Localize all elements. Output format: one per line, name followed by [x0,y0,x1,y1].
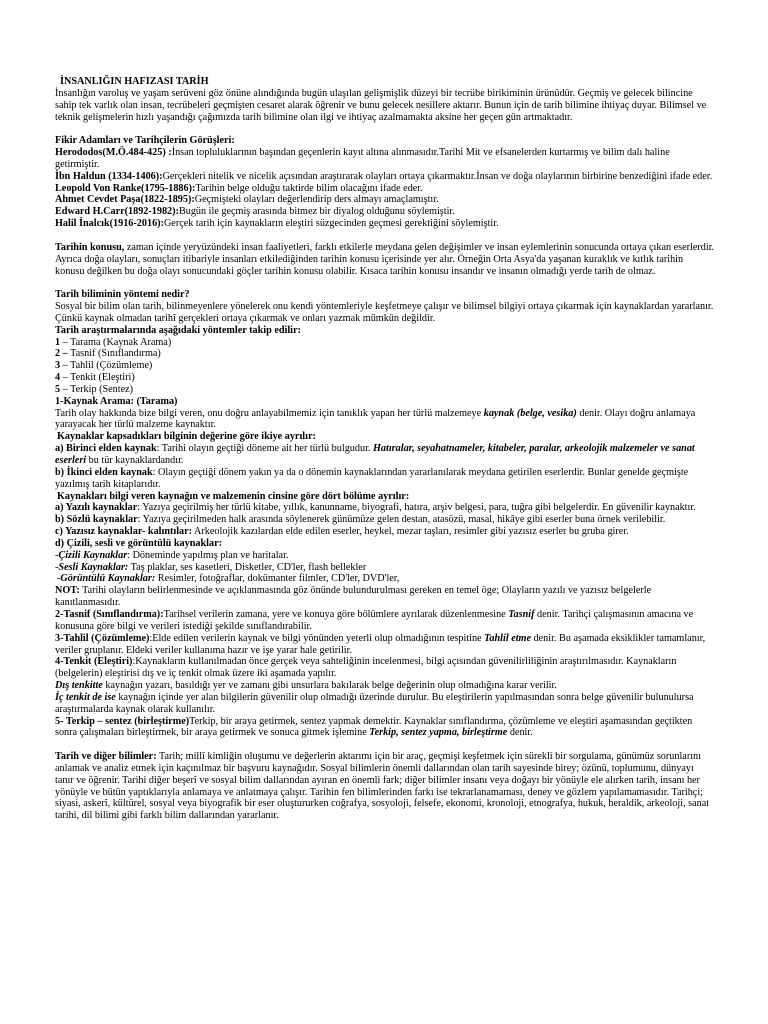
thinker-item: Halil İnalcık(1916-2016):Gerçek tarih için kaynakların eleştiri süzgecinden geçmesi gerektiğini söylemiştir. [55,218,499,230]
thinker-item: Leopold Von Ranke(1795-1886):Tarihin belge olduğu taktirde bilim olacağını ifade eder. [55,182,423,194]
step-item: 3 – Tahlil (Çözümleme) [55,360,153,372]
thinker-item: Herododos(M.Ö.484-425) :İnsan topluluklarının başından geçenlerin kayıt altına alınmasıdır.Tarihi Mit ve efsanelerden kurtarmış ve bilim dalı haline getirmiştir. [55,147,670,170]
method-paragraph: Sosyal bir bilim olan tarih, bilinmeyenlere yönelerek onu kendi yöntemleriyle keşfetmeye çalışır ve bilimsel bilgiyi ortaya çıkarmak için kaynaklardan yararlanır. Çünkü kaynak olmadan tarihî gerçekleri ortaya çıkarmak ve onları yazmak mümkün değildir. [55,301,714,324]
step-item: 4 – Tenkit (Eleştiri) [55,372,135,384]
intro-paragraph: İnsanlığın varoluş ve yaşam serüveni göz önüne alındığında bugün ulaşılan gelişmişlik düzeyi bir tecrübe birikiminin ürünüdür. Geçmiş ve gelecek bilincine sahip tek varlık olan insan, tecrübeleri geçmişten cesaret alarak öğrenir ve bunu gelecek nesillere aktarır. Bunun için de tarih bilimine ihtiyaç duyar. Bilimsel ve teknik gelişmelerin hızlı yaşandığı çağımızda tarih bilimine olan ilgi ve ihtiyaç azalmamakta aksine her geçen gün artmaktadır. [55,87,707,123]
video-source-item: -Görüntülü Kaynaklar: Resimler, fotoğraflar, dokümanter filmler, CD'ler, DVD'ler, [57,573,400,585]
drawn-source-item: -Çizili Kaynaklar: Döneminde yapılmış plan ve haritalar. [55,549,289,561]
step-item: 5 – Terkip (Sentez) [55,383,134,395]
note-paragraph: NOT: Tarihi olayların belirlenmesinde ve açıklanmasında göz önünde bulundurulması gereken en temel öge; Olayların yazılı ve yazısız belgelerle kanıtlanmasıdır. [55,585,652,609]
kaynak-paragraph: Tarih olay hakkında bize bilgi veren, onu doğru anlayabilmemiz için tanıklık yapan her türlü malzemeye kaynak (belge, vesika) denir. Olayı doğru anlamaya yarayacak her türlü malzeme kaynaktır. [55,407,696,431]
thinker-item: Ahmet Cevdet Paşa(1822-1895):Geçmişteki olayları değerlendirip ders almayı amaçlamıştır. [55,194,439,206]
document-page [55,76,715,822]
tasnif-paragraph: 2-Tasnif (Sınıflandırma):Tarihsel verilerin zamana, yere ve konuya göre bölümlere ayrılarak düzenlenmesine Tasnif denir. Tarihçi çalışmasının amacına ve konusuna göre bilgi ve verileri istediği şekilde sınıflandırabilir. [55,608,694,632]
step-item: 1 – Tarama (Kaynak Arama) [55,336,172,348]
secondary-source-item: b) İkinci elden kaynak: Olayın geçtiği dönem yakın ya da o dönemin kaynaklarından yararlanılarak meydana getirilen eserlerdir. Bunlar genelde geçmişte yazılmış tarih kitaplarıdır. [55,466,689,490]
method-question: Tarih biliminin yöntemi nedir? [55,289,190,301]
steps-heading: Tarih araştırmalarında aşağıdaki yöntemler takip edilir: [55,324,301,336]
tahlil-paragraph: 3-Tahlil (Çözümleme):Elde edilen verilerin kaynak ve bilgi yönünden yeterli olup olmadığının tespitine Tahlil etme denir. Bu aşamada eksiklikler tamamlanır, veriler gruplanır. Eldeki veriler kullanıma hazır ve işe yarar hale getirilir. [55,632,706,656]
unwritten-source-item: c) Yazısız kaynaklar- kalıntılar: Arkeolojik kazılardan elde edilen eserler, heykel, mezar taşları, resimler gibi yazısız eserler bu gruba girer. [55,526,629,538]
audio-source-item: -Sesli Kaynaklar: Taş plaklar, ses kasetleri, Disketler, CD'ler, flash bellekler [55,561,367,573]
written-source-item: a) Yazılı kaynaklar: Yazıya geçirilmiş her türlü kitabe, yıllık, kanunname, biyografi, hatıra, arşiv belgesi, para, tuğra gibi belgelerdir. En güvenilir kaynaktır. [55,502,696,514]
degree-heading: Kaynaklar kapsadıkları bilginin değerine göre ikiye ayrılır: [57,431,316,443]
external-critique-paragraph: Dış tenkitte kaynağın yazarı, basıldığı yer ve zamanı gibi unsurlara bakılarak belge değerinin olup olmadığına karar verilir. [55,680,557,692]
terkip-paragraph: 5- Terkip – sentez (birleştirme)Terkip, bir araya getirmek, sentez yapmak demektir. Kaynaklar sınıflandırma, çözümleme ve eleştiri aşamasından geçtikten sonra çalışmaları birleştirmek, bir araya getirmek ve sonuca gitmek işlemine Terkip, sentez yapma, birleştirme denir. [55,715,693,739]
thinkers-heading: Fikir Adamları ve Tarihçilerin Görüşleri: [55,135,235,147]
page-title: İNSANLIĞIN HAFIZASI TARİH [60,76,209,87]
tenkit-paragraph: 4-Tenkit (Eleştiri):Kaynakların kullanılmadan önce gerçek veya sahteliğinin incelenmesi, bilgi açısından güvenilirliliğinin araştırılmasıdır. Kaynakların (belgelerin) eleştirisi dış ve iç tenkit olmak üzere iki aşamada yapılır. [55,656,677,680]
material-heading: Kaynakları bilgi veren kaynağın ve malzemenin cinsine göre dört bölüme ayrılır: [57,490,410,502]
step-item: 2 – Tasnif (Sınıflandırma) [55,348,161,360]
kaynak-heading: 1-Kaynak Arama: (Tarama) [55,395,178,407]
visual-source-heading: d) Çizili, sesli ve görüntülü kaynaklar: [55,537,222,549]
thinker-item: İbn Haldun (1334-1406):Gerçekleri nitelik ve nicelik açısından araştırarak olayları ortaya çıkarmaktır.İnsan ve doğa olaylarının birbirine benzediğini ifade eder. [55,170,713,182]
thinker-item: Edward H.Carr(1892-1982):Bugün ile geçmiş arasında bitmez bir diyalog olduğunu söylemiştir. [55,206,455,218]
subject-paragraph: Tarihin konusu, zaman içinde yeryüzündeki insan faaliyetleri, farklı etkilerle meydana gelen değişimler ve insan eylemlerinin sonucunda ortaya çıkan eserlerdir. Ayrıca doğa olayları, sonuçları itibariyle insanları etkilediğinden tarihin konusu içerisinde yer alır. Örneğin Orta Asya'da yaşanan kuraklık ve kıtlık tarihin konusu değilken bu doğa olayı sonucundaki göçler tarihin konusu olabilir. Kısaca tarihin konusu insandır ve insanın olmadığı yerde tarih de olmaz. [55,241,715,277]
other-sciences-paragraph: Tarih ve diğer bilimler: Tarih; millî kimliğin oluşumu ve değerlerin aktarımı için bir araç, geçmişi keşfetmek için sürekli bir sorgulama, günümüz sorunlarını anlamak ve analiz etmek için kaçınılmaz bir başvuru kaynağıdır. Sosyal bilimlerin önemli dallarından olan tarih sayesinde birey; özünü, toplumunu, dünyayı tanır ve öğrenir. Tarihi diğer beşerî ve sosyal bilim dallarından ayıran en önemli fark; diğer bilimler insanı veya doğayı bir yönüyle ele alırken tarih, insanı her yönüyle ve bütün yaptıklarıyla anlamaya ve anlatmaya çalışır. Tarihin fen bilimlerinden farkı ise tekrarlanamaması, deney ve gözlem yapılamamasıdır. Tarihçi; siyasi, askerî, kültürel, sosyal veya biyografik bir eser oluştururken coğrafya, sosyoloji, felsefe, ekonomi, kronoloji, etnografya, hukuk, heraldik, arkeoloji, sanat tarihi, dil bilimi gibi farklı bilim dallarından yararlanır. [55,751,710,822]
primary-source-item: a) Birinci elden kaynak: Tarihi olayın geçtiği döneme ait her türlü bulgudur. Hatıralar, seyahatnameler, kitabeler, paralar, arkeolojik malzemeler ve sanat eserleri bu tür kaynaklardandır. [55,443,695,466]
oral-source-item: b) Sözlü kaynaklar: Yazıya geçirilmeden halk arasında söylenerek günümüze gelen destan, atasözü, masal, hikâye gibi eserler buna örnek verilebilir. [55,514,666,526]
internal-critique-paragraph: İç tenkit de ise kaynağın içinde yer alan bilgilerin güvenilir olup olmadığı üzerinde durulur. Bu eleştirilerin yapılmasından sonra belge güvenilir bulunulursa araştırmalarda kaynak olarak kullanılır. [55,691,694,715]
